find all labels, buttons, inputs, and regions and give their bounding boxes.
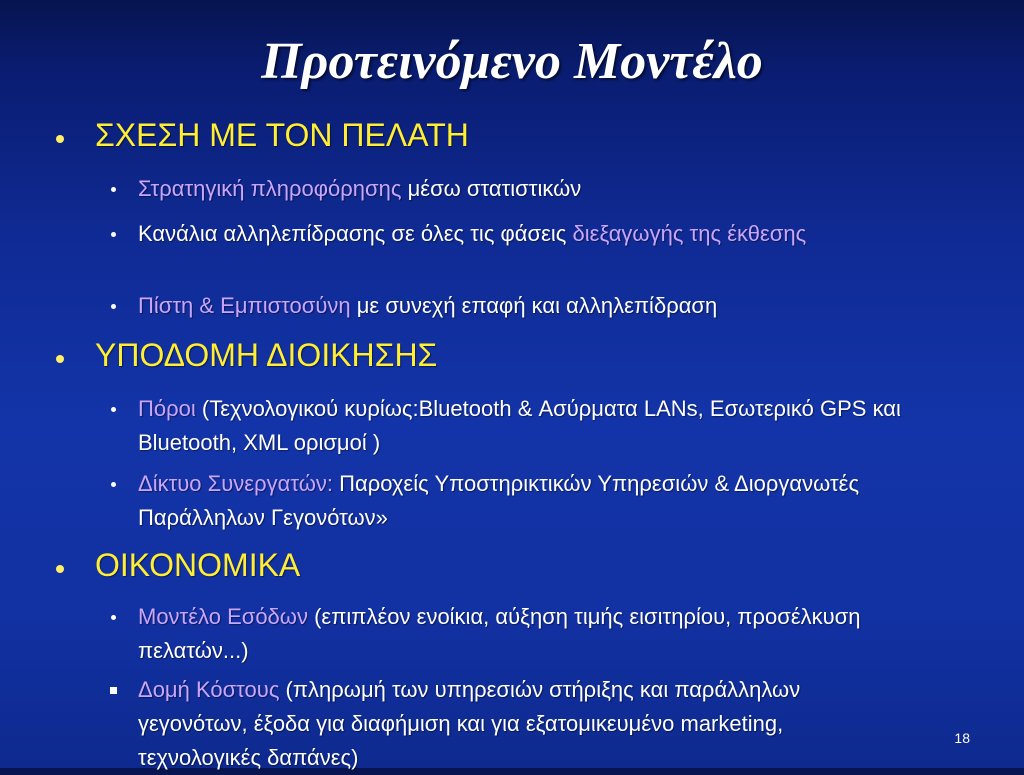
list-item-text: [138, 467, 908, 535]
item-rest: Παροχείς Υποστηρικτικών Υπηρεσιών & Διοργανωτές Παράλληλων Γεγονότων»: [138, 471, 860, 530]
item-rest: με συνεχή επαφή και αλληλεπίδραση: [350, 293, 718, 318]
item-rest: (επιπλέον ενοίκια, αύξηση τιμής εισιτηρίου, προσέλκυση πελατών...): [138, 604, 861, 663]
item-highlight: διεξαγωγής της έκθεσης: [572, 221, 807, 246]
slide-title: Προτεινόμενο Μοντέλο: [261, 33, 763, 90]
bullet-dot-icon: [111, 187, 116, 192]
section-heading: ΟΙΚΟΝΟΜΙΚΑ: [95, 547, 301, 583]
bullet-dot-icon: [56, 355, 64, 363]
bullet-dot-icon: [111, 304, 116, 309]
list-item-text: [138, 392, 908, 460]
list-item-text: [138, 289, 908, 323]
item-highlight: Δίκτυο Συνεργατών:: [138, 471, 333, 496]
list-item-text: [138, 217, 908, 251]
item-highlight: Στρατηγική πληροφόρησης: [138, 176, 402, 201]
bullet-square-icon: [110, 687, 117, 694]
bullet-dot-icon: [111, 615, 116, 620]
item-rest: Κανάλια αλληλεπίδρασης σε όλες τις φάσεις: [138, 221, 573, 246]
item-rest: (Τεχνολογικού κυρίως:Bluetooth & Ασύρματα LANs, Εσωτερικό GPS και Bluetooth, XML ορισμοί ): [138, 396, 901, 455]
list-item-text: [138, 673, 908, 775]
bullet-dot-icon: [111, 232, 116, 237]
item-rest: μέσω στατιστικών: [401, 176, 582, 201]
item-highlight: Πίστη & Εμπιστοσύνη: [138, 293, 351, 318]
item-highlight: Δομή Κόστους: [138, 677, 280, 702]
section-heading: ΣΧΕΣΗ ΜΕ ΤΟΝ ΠΕΛΑΤΗ: [95, 117, 469, 153]
item-highlight: Πόροι: [138, 396, 196, 421]
section-heading: ΥΠΟΔΟΜΗ ΔΙΟΙΚΗΣΗΣ: [95, 337, 438, 373]
bullet-dot-icon: [111, 482, 116, 487]
item-rest: (πληρωμή των υπηρεσιών στήριξης και παράλληλων γεγονότων, έξοδα για διαφήμιση και για εξατομικευμένο marketing, τεχνολογικές δαπάνες): [138, 677, 801, 770]
bullet-dot-icon: [56, 565, 64, 573]
list-item-text: [138, 600, 908, 668]
page-number: 18: [954, 730, 970, 746]
list-item-text: [138, 172, 908, 206]
item-highlight: Μοντέλο Εσόδων: [138, 604, 308, 629]
bullet-dot-icon: [56, 135, 64, 143]
bullet-dot-icon: [111, 407, 116, 412]
